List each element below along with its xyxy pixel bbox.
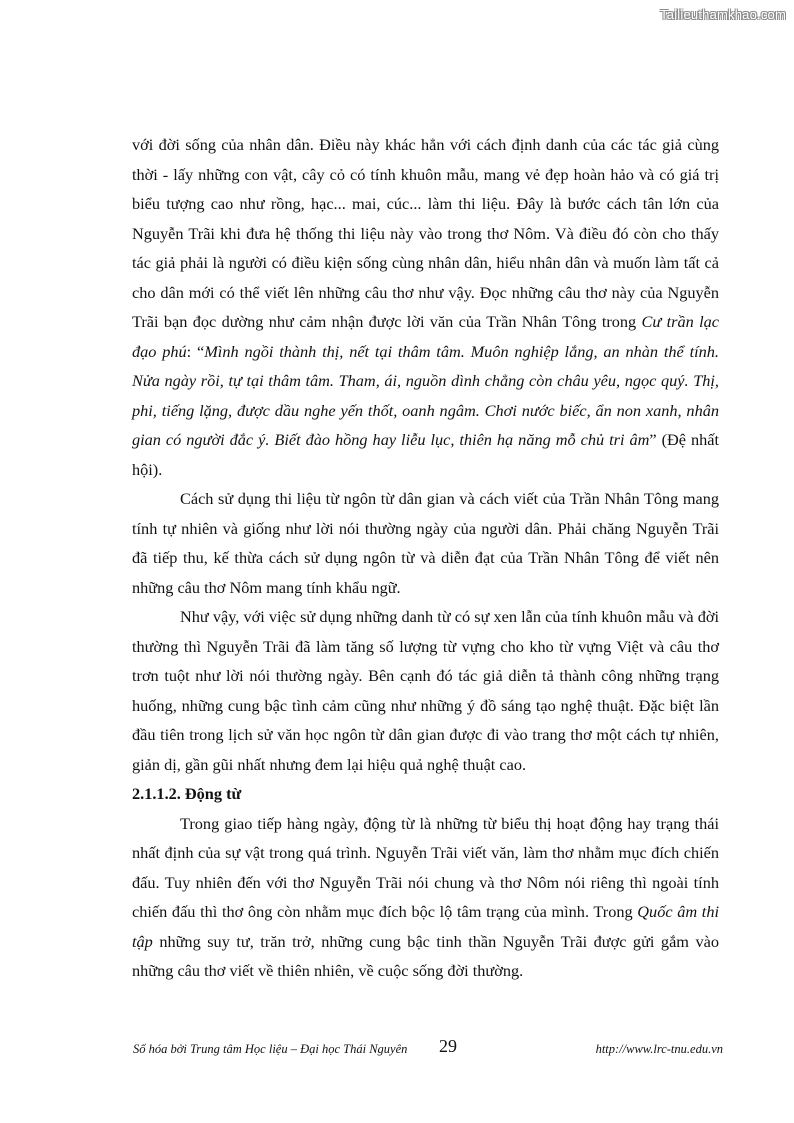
footer-source: Số hóa bởi Trung tâm Học liệu – Đại học Thái Nguyên bbox=[133, 1042, 408, 1056]
section-heading: 2.1.1.2. Động từ bbox=[132, 784, 242, 803]
watermark: Tailieuthamkhao.com bbox=[660, 7, 786, 22]
work-title-quoc-am: Quốc âm thi tập bbox=[132, 902, 719, 951]
footer-url: http://www.lrc-tnu.edu.vn bbox=[595, 1042, 723, 1056]
document-body bbox=[132, 130, 719, 986]
paragraph-3: Như vậy, với việc sử dụng những danh từ có sự xen lẫn của tính khuôn mẫu và đời thường thì Nguyễn Trãi đã làm tăng số lượng từ vựng cho kho từ vựng Việt và câu thơ trơn tuột như lời nói thường ngày. Bên cạnh đó tác giả diễn tả thành công những trạng huống, những cung bậc tình cảm cũng như những ý đồ sáng tạo nghệ thuật. Đặc biệt lần đầu tiên trong lịch sử văn học ngôn từ dân gian được đi vào trang thơ một cách tự nhiên, giản dị, gần gũi nhất nhưng đem lại hiệu quả nghệ thuật cao. bbox=[132, 607, 719, 774]
paragraph-2: Cách sử dụng thi liệu từ ngôn từ dân gian và cách viết của Trần Nhân Tông mang tính tự nhiên và giống như lời nói thường ngày của người dân. Phải chăng Nguyễn Trãi đã tiếp thu, kế thừa cách sử dụng ngôn từ và diễn đạt của Trần Nhân Tông để viết nên những câu thơ Nôm mang tính khẩu ngữ. bbox=[132, 489, 719, 597]
paragraph-1-text-b: : “ bbox=[186, 341, 205, 361]
work-title-cu-tran: Cư trần lạc đạo phú bbox=[132, 312, 719, 361]
quotation: Mình ngồi thành thị, nết tại thâm tâm. Muôn nghiệp lắng, an nhàn thể tính. Nửa ngày rồi, tự tại thâm tâm. Tham, ái, nguồn dình chẳng còn châu yêu, ngọc quý. Thị, phi, tiếng lặng, được dầu nghe yến thốt, oanh ngâm. Chơi nước biếc, ẩn non xanh, nhân gian có người đắc ý. Biết đào hồng hay liễu lục, thiên hạ năng mỗ chủ tri âm bbox=[132, 341, 719, 449]
paragraph-1 bbox=[132, 130, 719, 484]
page-number: 29 bbox=[439, 1036, 457, 1056]
paragraph-1-text-a: với đời sống của nhân dân. Điều này khác hẳn với cách định danh của các tác giả cùng thời - lấy những con vật, cây cỏ có tính khuôn mẫu, mang vẻ đẹp hoàn hảo và có giá trị biểu tượng cao như rồng, hạc... mai, cúc... làm thi liệu. Đây là bước cách tân lớn của Nguyễn Trãi khi đưa hệ thống thi liệu này vào trong thơ Nôm. Và điều đó còn cho thấy tác giả phải là người có điều kiện sống cùng nhân dân, hiểu nhân dân và muốn làm tất cả cho dân mới có thể viết lên những câu thơ như vậy. Đọc những câu thơ này của Nguyễn Trãi bạn đọc dường như cảm nhận được lời văn của Trần Nhân Tông trong bbox=[132, 135, 719, 331]
paragraph-1-text-c: ” (Đệ nhất hội). bbox=[132, 430, 720, 479]
paragraph-4-text-b: những suy tư, trăn trở, những cung bậc tinh thần Nguyễn Trãi được gửi gắm vào những câu thơ viết về thiên nhiên, về cuộc sống đời thường. bbox=[132, 931, 719, 980]
page-footer bbox=[133, 1036, 723, 1066]
paragraph-4 bbox=[132, 809, 719, 986]
paragraph-4-text-a: Trong giao tiếp hàng ngày, động từ là những từ biểu thị hoạt động hay trạng thái nhất định của sự vật trong quá trình. Nguyễn Trãi viết văn, làm thơ nhằm mục đích chiến đấu. Tuy nhiên đến với thơ Nguyễn Trãi nói chung và thơ Nôm nói riêng thì ngoài tính chiến đấu thì thơ ông còn nhằm mục đích bộc lộ tâm trạng của mình. Trong bbox=[132, 813, 719, 921]
